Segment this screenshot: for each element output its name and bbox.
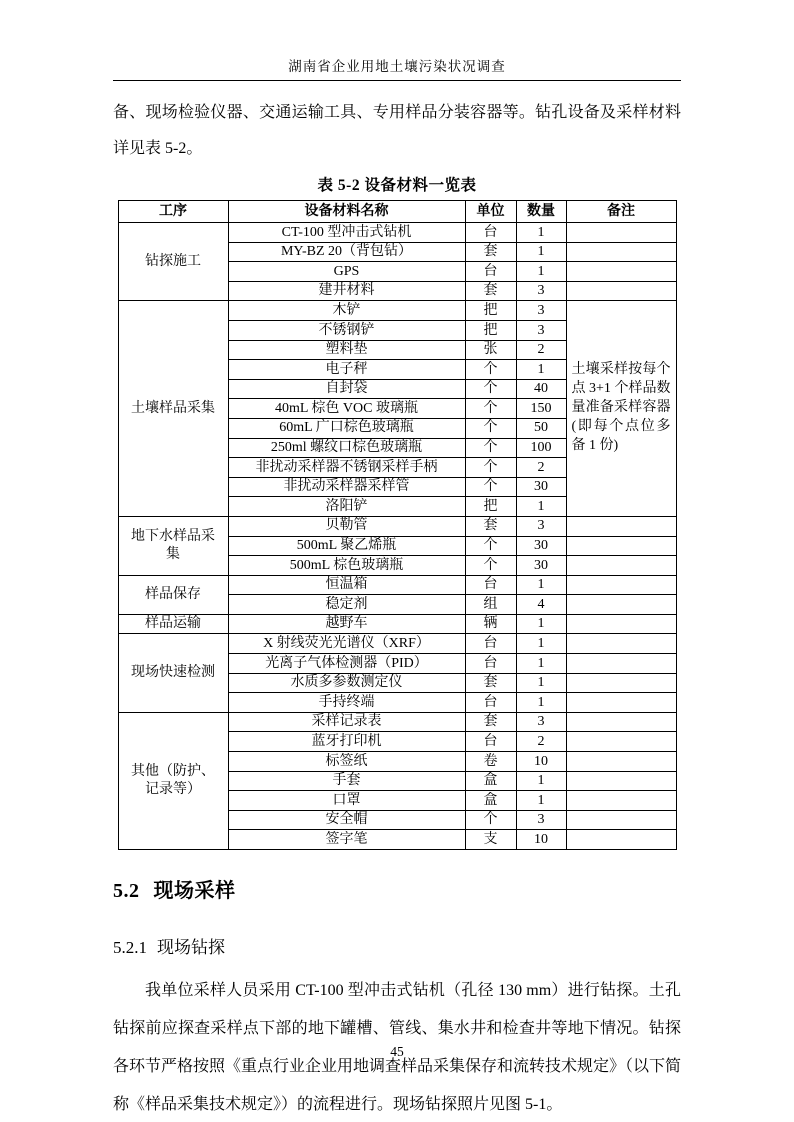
unit-cell: 套: [465, 281, 516, 301]
remark-cell: [566, 712, 676, 732]
qty-cell: 1: [516, 654, 566, 674]
process-cell: 钻探施工: [118, 223, 228, 301]
drilling-paragraph: 我单位采样人员采用 CT-100 型冲击式钻机（孔径 130 mm）进行钻探。土孔钻探前应探查采样点下部的地下罐槽、管线、集水井和检查井等地下情况。钻探各环节严格按照《重点行业企业用地调查样品采集保存和流转技术规定》（以下简称《样品采集技术规定》）的流程进行。现场钻探照片见图 5-1。: [113, 982, 682, 1113]
unit-cell: 个: [465, 418, 516, 438]
remark-cell: [566, 262, 676, 282]
unit-cell: 组: [465, 595, 516, 615]
table-row: [118, 634, 676, 654]
item-name-cell: 稳定剂: [228, 595, 465, 615]
item-name-cell: 40mL 棕色 VOC 玻璃瓶: [228, 399, 465, 419]
unit-cell: 个: [465, 438, 516, 458]
remark-cell: [566, 242, 676, 262]
item-name-cell: X 射线荧光光谱仪（XRF）: [228, 634, 465, 654]
qty-cell: 3: [516, 516, 566, 536]
item-name-cell: 贝勒管: [228, 516, 465, 536]
qty-cell: 1: [516, 497, 566, 517]
qty-cell: 2: [516, 340, 566, 360]
qty-cell: 10: [516, 752, 566, 772]
section-heading-5-2: [113, 874, 681, 903]
item-name-cell: 手套: [228, 771, 465, 791]
process-cell: 其他（防护、记录等）: [118, 712, 228, 849]
item-name-cell: 手持终端: [228, 693, 465, 713]
item-name-cell: 签字笔: [228, 830, 465, 850]
item-name-cell: 塑料垫: [228, 340, 465, 360]
qty-cell: 1: [516, 575, 566, 595]
process-cell: 现场快速检测: [118, 634, 228, 712]
remark-cell: [566, 693, 676, 713]
section-title: 现场采样: [153, 880, 236, 902]
unit-cell: 台: [465, 654, 516, 674]
table-caption: 表 5-2 设备材料一览表: [317, 177, 477, 194]
unit-cell: 张: [465, 340, 516, 360]
qty-cell: 3: [516, 320, 566, 340]
unit-cell: 个: [465, 360, 516, 380]
unit-cell: 把: [465, 497, 516, 517]
page-number: 45: [390, 1044, 404, 1059]
unit-cell: 台: [465, 634, 516, 654]
remark-cell: [566, 732, 676, 752]
item-name-cell: CT-100 型冲击式钻机: [228, 223, 465, 243]
item-name-cell: 建井材料: [228, 281, 465, 301]
item-name-cell: 非扰动采样器不锈钢采样手柄: [228, 458, 465, 478]
equipment-table-body: [118, 223, 676, 850]
item-name-cell: 500mL 棕色玻璃瓶: [228, 556, 465, 576]
unit-cell: 套: [465, 516, 516, 536]
unit-cell: 卷: [465, 752, 516, 772]
item-name-cell: 采样记录表: [228, 712, 465, 732]
table-row: [118, 575, 676, 595]
unit-cell: 盒: [465, 791, 516, 811]
remark-cell: [566, 575, 676, 595]
remark-cell: [566, 634, 676, 654]
qty-cell: 30: [516, 536, 566, 556]
item-name-cell: 250ml 螺纹口棕色玻璃瓶: [228, 438, 465, 458]
unit-cell: 台: [465, 262, 516, 282]
qty-cell: 1: [516, 791, 566, 811]
qty-cell: 1: [516, 693, 566, 713]
unit-cell: 个: [465, 458, 516, 478]
unit-cell: 个: [465, 477, 516, 497]
equipment-materials-table: [118, 200, 677, 850]
remark-cell: 土壤采样按每个点 3+1 个样品数量准备采样容器(即每个点位多备 1 份): [566, 301, 676, 517]
page-header: [113, 55, 681, 81]
qty-cell: 1: [516, 614, 566, 634]
item-name-cell: 水质多参数测定仪: [228, 673, 465, 693]
item-name-cell: 电子秤: [228, 360, 465, 380]
unit-cell: 支: [465, 830, 516, 850]
qty-cell: 1: [516, 634, 566, 654]
remark-cell: [566, 223, 676, 243]
item-name-cell: 木铲: [228, 301, 465, 321]
process-cell: 样品运输: [118, 614, 228, 634]
item-name-cell: 越野车: [228, 614, 465, 634]
unit-cell: 套: [465, 712, 516, 732]
qty-cell: 30: [516, 556, 566, 576]
column-header-unit: 单位: [465, 201, 516, 223]
item-name-cell: 光离子气体检测器（PID）: [228, 654, 465, 674]
unit-cell: 辆: [465, 614, 516, 634]
table-row: [118, 223, 676, 243]
qty-cell: 3: [516, 281, 566, 301]
remark-cell: [566, 536, 676, 556]
item-name-cell: 500mL 聚乙烯瓶: [228, 536, 465, 556]
unit-cell: 个: [465, 810, 516, 830]
table-header-row: [118, 201, 676, 223]
section-number: 5.2: [113, 880, 140, 902]
remark-cell: [566, 791, 676, 811]
table-row: [118, 301, 676, 321]
unit-cell: 个: [465, 536, 516, 556]
qty-cell: 2: [516, 458, 566, 478]
remark-cell: [566, 810, 676, 830]
item-name-cell: MY-BZ 20（背包钻）: [228, 242, 465, 262]
qty-cell: 150: [516, 399, 566, 419]
qty-cell: 1: [516, 262, 566, 282]
remark-cell: [566, 752, 676, 772]
remark-cell: [566, 673, 676, 693]
item-name-cell: 安全帽: [228, 810, 465, 830]
unit-cell: 台: [465, 693, 516, 713]
remark-cell: [566, 556, 676, 576]
remark-cell: [566, 654, 676, 674]
qty-cell: 1: [516, 360, 566, 380]
section-number: 5.2.1: [113, 938, 147, 957]
page-header-title: 湖南省企业用地土壤污染状况调查: [288, 59, 506, 74]
section-heading-5-2-1: [113, 933, 681, 958]
unit-cell: 把: [465, 320, 516, 340]
column-header-process: 工序: [118, 201, 228, 223]
qty-cell: 1: [516, 242, 566, 262]
process-cell: 地下水样品采集: [118, 516, 228, 575]
item-name-cell: 非扰动采样器采样管: [228, 477, 465, 497]
unit-cell: 套: [465, 673, 516, 693]
qty-cell: 100: [516, 438, 566, 458]
qty-cell: 4: [516, 595, 566, 615]
remark-cell: [566, 771, 676, 791]
table-row: [118, 712, 676, 732]
qty-cell: 3: [516, 810, 566, 830]
section-title: 现场钻探: [157, 938, 225, 957]
unit-cell: 套: [465, 242, 516, 262]
page-footer: [0, 1044, 794, 1060]
item-name-cell: 口罩: [228, 791, 465, 811]
remark-cell: [566, 595, 676, 615]
qty-cell: 50: [516, 418, 566, 438]
unit-cell: 个: [465, 556, 516, 576]
item-name-cell: 洛阳铲: [228, 497, 465, 517]
column-header-remark: 备注: [566, 201, 676, 223]
unit-cell: 台: [465, 732, 516, 752]
unit-cell: 台: [465, 223, 516, 243]
qty-cell: 1: [516, 223, 566, 243]
table-row: [118, 614, 676, 634]
qty-cell: 30: [516, 477, 566, 497]
qty-cell: 40: [516, 379, 566, 399]
process-cell: 样品保存: [118, 575, 228, 614]
qty-cell: 3: [516, 712, 566, 732]
item-name-cell: 恒温箱: [228, 575, 465, 595]
item-name-cell: 标签纸: [228, 752, 465, 772]
remark-cell: [566, 281, 676, 301]
qty-cell: 1: [516, 771, 566, 791]
unit-cell: 个: [465, 379, 516, 399]
qty-cell: 1: [516, 673, 566, 693]
qty-cell: 3: [516, 301, 566, 321]
item-name-cell: 蓝牙打印机: [228, 732, 465, 752]
column-header-name: 设备材料名称: [228, 201, 465, 223]
table-row: [118, 516, 676, 536]
item-name-cell: GPS: [228, 262, 465, 282]
item-name-cell: 自封袋: [228, 379, 465, 399]
qty-cell: 10: [516, 830, 566, 850]
remark-cell: [566, 516, 676, 536]
unit-cell: 台: [465, 575, 516, 595]
item-name-cell: 不锈钢铲: [228, 320, 465, 340]
process-cell: 土壤样品采集: [118, 301, 228, 517]
item-name-cell: 60mL 广口棕色玻璃瓶: [228, 418, 465, 438]
unit-cell: 盒: [465, 771, 516, 791]
unit-cell: 把: [465, 301, 516, 321]
remark-cell: [566, 830, 676, 850]
unit-cell: 个: [465, 399, 516, 419]
qty-cell: 2: [516, 732, 566, 752]
column-header-qty: 数量: [516, 201, 566, 223]
intro-paragraph: 备、现场检验仪器、交通运输工具、专用样品分装容器等。钻孔设备及采样材料详见表 5-2。: [113, 104, 681, 157]
remark-cell: [566, 614, 676, 634]
